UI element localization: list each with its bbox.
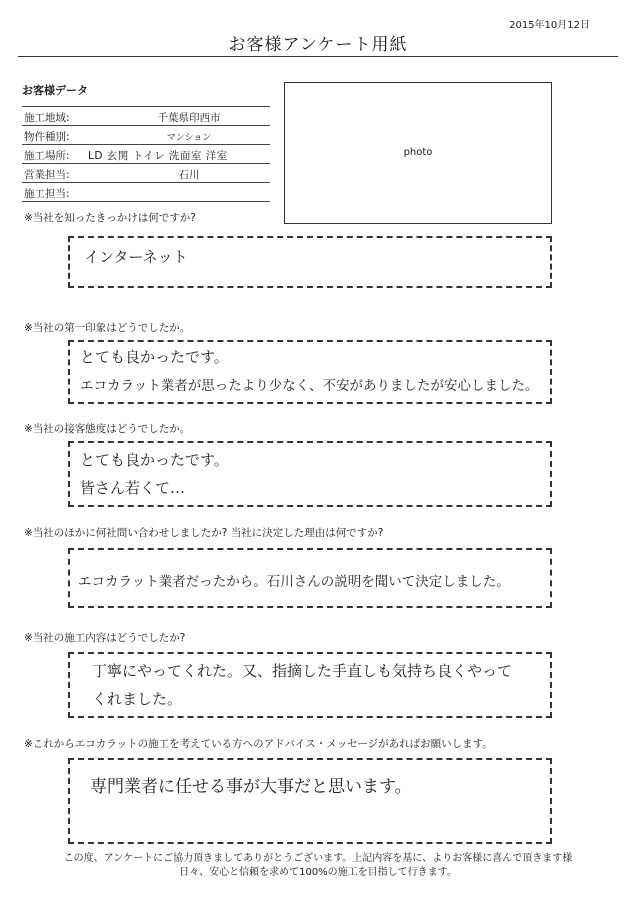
question-5: ※当社の施工内容はどうでしたか? bbox=[24, 632, 186, 644]
answer-3-line-1: とても良かったです。 bbox=[80, 451, 229, 469]
question-1: ※当社を知ったきっかけは何ですか? bbox=[24, 212, 196, 224]
photo-placeholder bbox=[284, 82, 552, 224]
question-3: ※当社の接客態度はどうでしたか。 bbox=[24, 423, 191, 435]
customer-data-heading: お客様データ bbox=[22, 84, 88, 97]
answer-box-3 bbox=[68, 441, 552, 507]
question-6: ※これからエコカラットの施工を考えている方へのアドバイス・メッセージがあればお願いします。 bbox=[24, 738, 493, 750]
survey-date: 2015年10月12日 bbox=[509, 20, 590, 31]
footer-message bbox=[0, 852, 636, 880]
answer-5-line-1: 丁寧にやってくれた。又、指摘した手直しも気持ち良くやって bbox=[92, 662, 513, 680]
info-label: 施工場所: bbox=[24, 150, 70, 162]
info-value: 石川 bbox=[178, 169, 200, 181]
info-row-property-type bbox=[22, 126, 270, 145]
footer-line-2: 日々、安心と信頼を求めて100%の施工を目指して行きます。 bbox=[179, 867, 457, 878]
info-value: マンション bbox=[166, 133, 212, 143]
info-row-area bbox=[22, 106, 270, 126]
title-divider bbox=[18, 56, 618, 57]
question-4: ※当社のほかに何社問い合わせしましたか? 当社に決定した理由は何ですか? bbox=[24, 527, 384, 539]
answer-box-2 bbox=[68, 340, 552, 404]
info-value: 千葉県印西市 bbox=[157, 112, 221, 124]
answer-3-line-2: 皆さん若くて… bbox=[80, 479, 186, 497]
answer-1-line-1: インターネット bbox=[84, 248, 188, 266]
info-value: LD 玄関 トイレ 洗面室 洋室 bbox=[88, 150, 228, 162]
info-label: 施工地域: bbox=[24, 112, 70, 124]
info-label: 営業担当: bbox=[24, 169, 70, 181]
photo-label: photo bbox=[403, 147, 433, 158]
page-title: お客様アンケート用紙 bbox=[228, 35, 408, 55]
question-2: ※当社の第一印象はどうでしたか。 bbox=[24, 322, 191, 334]
info-row-sales-rep bbox=[22, 164, 270, 183]
info-row-location bbox=[22, 145, 270, 164]
answer-2-line-2: エコカラット業者が思ったより少なく、不安がありましたが安心しました。 bbox=[80, 378, 539, 394]
info-label: 物件種別: bbox=[24, 131, 70, 143]
answer-box-4 bbox=[68, 548, 552, 608]
info-label: 施工担当: bbox=[24, 188, 70, 200]
answer-5-line-2: くれました。 bbox=[92, 690, 183, 708]
info-row-installer bbox=[22, 183, 270, 202]
customer-info-table bbox=[22, 106, 270, 202]
answer-box-1 bbox=[68, 236, 552, 288]
answer-box-5 bbox=[68, 652, 552, 718]
answer-6-line-1: 専門業者に任せる事が大事だと思います。 bbox=[90, 777, 412, 797]
answer-4-line-1: エコカラット業者だったから。石川さんの説明を聞いて決定しました。 bbox=[78, 574, 510, 590]
answer-2-line-1: とても良かったです。 bbox=[80, 348, 229, 366]
footer-line-1: この度、アンケートにご協力頂きましてありがとうございます。上記内容を基に、よりお客様に喜んで頂きます様 bbox=[63, 853, 573, 864]
answer-box-6 bbox=[68, 758, 552, 844]
